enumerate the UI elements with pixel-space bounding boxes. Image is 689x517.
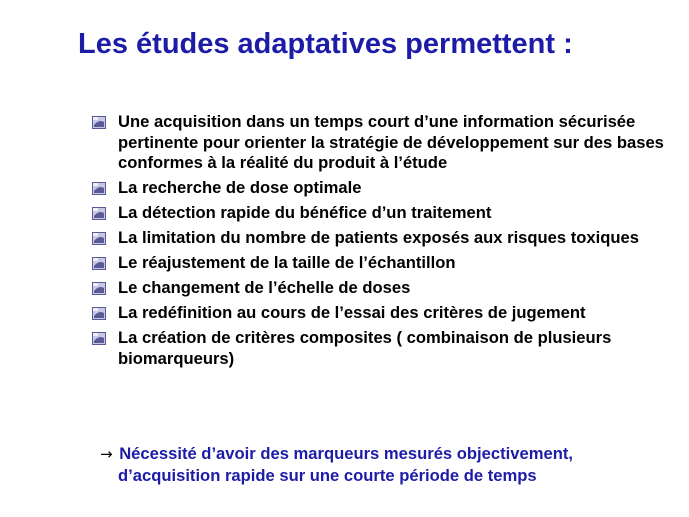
- bullet-text: La création de critères composites ( combinaison de plusieurs biomarqueurs): [118, 328, 612, 368]
- right-arrow-icon: →: [100, 445, 113, 463]
- bullet-item: [92, 278, 672, 299]
- bullet-text: La redéfinition au cours de l’essai des critères de jugement: [118, 303, 586, 322]
- list-bullet-icon: [92, 307, 106, 320]
- bullet-item: [92, 228, 672, 249]
- slide-title: Les études adaptatives permettent :: [78, 28, 573, 60]
- bullet-item: [92, 253, 672, 274]
- list-bullet-icon: [92, 332, 106, 345]
- list-bullet-icon: [92, 232, 106, 245]
- bullet-item: [92, 303, 672, 324]
- bullet-text: Le réajustement de la taille de l’échantillon: [118, 253, 456, 272]
- list-bullet-icon: [92, 282, 106, 295]
- list-bullet-icon: [92, 257, 106, 270]
- bullet-item: [92, 203, 672, 224]
- bullet-text: Le changement de l’échelle de doses: [118, 278, 411, 297]
- bullet-text: La limitation du nombre de patients exposés aux risques toxiques: [118, 228, 639, 247]
- list-bullet-icon: [92, 182, 106, 195]
- conclusion-line-1: Nécessité d’avoir des marqueurs mesurés objectivement,: [119, 444, 573, 463]
- list-bullet-icon: [92, 207, 106, 220]
- bullet-item: [92, 178, 672, 199]
- conclusion-line-2: d’acquisition rapide sur une courte période de temps: [118, 466, 537, 485]
- conclusion-text: [100, 443, 680, 486]
- bullet-list: [92, 112, 672, 374]
- bullet-item: [92, 328, 672, 369]
- bullet-item: [92, 112, 672, 174]
- bullet-text: La recherche de dose optimale: [118, 178, 362, 197]
- list-bullet-icon: [92, 116, 106, 129]
- bullet-text: Une acquisition dans un temps court d’une information sécurisée pertinente pour orienter la stratégie de développement sur des bases conformes à la réalité du produit à l’étude: [118, 112, 664, 172]
- bullet-text: La détection rapide du bénéfice d’un traitement: [118, 203, 492, 222]
